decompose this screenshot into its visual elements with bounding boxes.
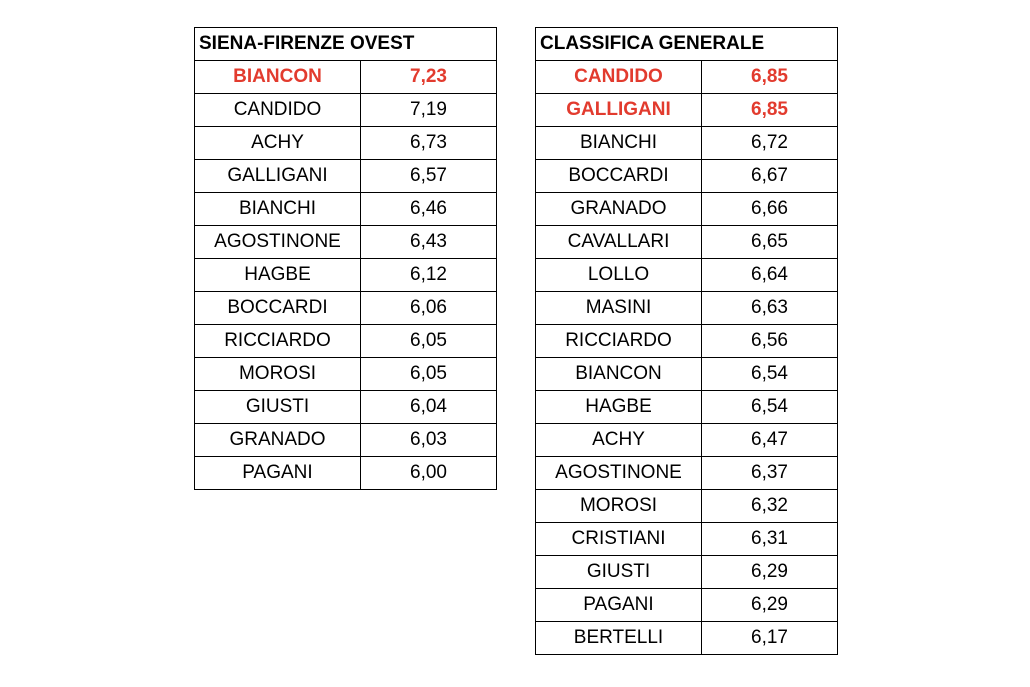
player-name-cell: GALLIGANI [195,160,361,193]
table-title-row [195,28,497,61]
player-name-cell: BIANCON [536,358,702,391]
table-row [195,259,497,292]
player-score-cell: 6,00 [361,457,497,490]
player-name-cell: RICCIARDO [536,325,702,358]
player-name-cell: MASINI [536,292,702,325]
player-score-cell: 6,57 [361,160,497,193]
player-name-cell: CANDIDO [195,94,361,127]
player-score-cell: 6,43 [361,226,497,259]
player-name-cell: MOROSI [195,358,361,391]
table-row [195,424,497,457]
player-score-cell: 6,56 [702,325,838,358]
player-score-cell: 6,05 [361,358,497,391]
table-row [195,391,497,424]
player-score-cell: 6,32 [702,490,838,523]
player-name-cell: BIANCON [195,61,361,94]
player-score-cell: 6,29 [702,556,838,589]
player-name-cell: GIUSTI [536,556,702,589]
classifica-generale-table [535,27,838,655]
player-score-cell: 6,65 [702,226,838,259]
table-row [536,457,838,490]
table-row [536,622,838,655]
player-name-cell: ACHY [536,424,702,457]
table-row [536,94,838,127]
player-score-cell: 6,63 [702,292,838,325]
table-row [536,61,838,94]
table-row [195,358,497,391]
table-row [536,523,838,556]
player-name-cell: GALLIGANI [536,94,702,127]
player-name-cell: BOCCARDI [536,160,702,193]
player-name-cell: HAGBE [195,259,361,292]
table-row [536,556,838,589]
player-name-cell: PAGANI [195,457,361,490]
player-name-cell: GRANADO [195,424,361,457]
table-row [195,94,497,127]
player-score-cell: 6,72 [702,127,838,160]
player-name-cell: HAGBE [536,391,702,424]
player-score-cell: 6,54 [702,391,838,424]
player-score-cell: 6,47 [702,424,838,457]
table-row [536,193,838,226]
table-row [536,424,838,457]
player-name-cell: ACHY [195,127,361,160]
player-name-cell: AGOSTINONE [536,457,702,490]
table-row [195,292,497,325]
table-row [195,325,497,358]
player-score-cell: 6,17 [702,622,838,655]
player-name-cell: PAGANI [536,589,702,622]
player-score-cell: 6,54 [702,358,838,391]
table-title-row [536,28,838,61]
player-name-cell: AGOSTINONE [195,226,361,259]
table-row [536,226,838,259]
player-score-cell: 6,85 [702,94,838,127]
player-name-cell: LOLLO [536,259,702,292]
table-row [195,127,497,160]
player-name-cell: GRANADO [536,193,702,226]
player-score-cell: 6,05 [361,325,497,358]
table-row [536,358,838,391]
player-name-cell: BIANCHI [195,193,361,226]
table-row [536,127,838,160]
player-score-cell: 6,12 [361,259,497,292]
table-row [195,61,497,94]
table-row [536,490,838,523]
table-row [195,457,497,490]
player-score-cell: 7,19 [361,94,497,127]
table-row [536,325,838,358]
table-row [195,226,497,259]
player-score-cell: 6,46 [361,193,497,226]
table-row [536,589,838,622]
table-title: SIENA-FIRENZE OVEST [195,28,497,61]
player-score-cell: 6,37 [702,457,838,490]
player-score-cell: 6,31 [702,523,838,556]
player-name-cell: CANDIDO [536,61,702,94]
right-table-body [536,28,838,655]
player-name-cell: RICCIARDO [195,325,361,358]
player-score-cell: 6,64 [702,259,838,292]
player-score-cell: 6,85 [702,61,838,94]
player-score-cell: 7,23 [361,61,497,94]
player-score-cell: 6,04 [361,391,497,424]
table-row [536,259,838,292]
player-name-cell: BIANCHI [536,127,702,160]
siena-firenze-ovest-table [194,27,497,490]
table-row [536,292,838,325]
player-name-cell: BERTELLI [536,622,702,655]
player-score-cell: 6,67 [702,160,838,193]
table-row [536,391,838,424]
player-name-cell: GIUSTI [195,391,361,424]
table-row [195,193,497,226]
player-name-cell: MOROSI [536,490,702,523]
player-name-cell: BOCCARDI [195,292,361,325]
player-score-cell: 6,73 [361,127,497,160]
player-score-cell: 6,03 [361,424,497,457]
player-score-cell: 6,29 [702,589,838,622]
table-title: CLASSIFICA GENERALE [536,28,838,61]
player-name-cell: CAVALLARI [536,226,702,259]
table-row [195,160,497,193]
player-name-cell: CRISTIANI [536,523,702,556]
left-table-body [195,28,497,490]
player-score-cell: 6,06 [361,292,497,325]
player-score-cell: 6,66 [702,193,838,226]
table-row [536,160,838,193]
